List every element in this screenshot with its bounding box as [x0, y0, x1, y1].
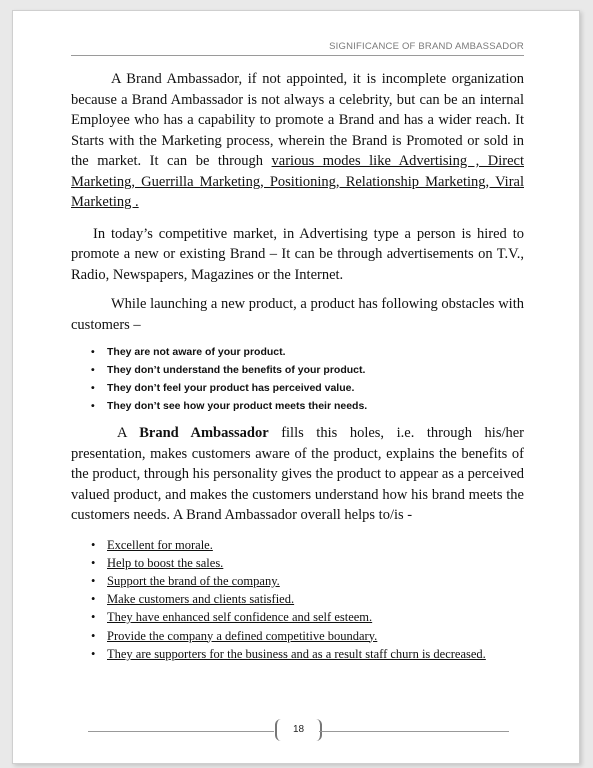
paragraph-obstacles-intro: While launching a new product, a product has following obstacles with customers –	[71, 296, 524, 333]
footer-rule-right	[319, 731, 509, 732]
bullet-icon: •	[91, 346, 95, 358]
list-item-text: Help to boost the sales.	[107, 555, 224, 570]
list-item-text: Provide the company a defined competitive boundary.	[107, 628, 378, 643]
list-item	[91, 645, 524, 663]
list-item-text: They don’t see how your product meets their needs.	[107, 400, 368, 412]
paragraph-intro-text: A Brand Ambassador, if not appointed, it is incomplete organization because a Brand Ambassador is not always a celebrity, but can be an internal Employee who has a capability to promote a Brand and has a wider reach. It Starts with the Marketing process, wherein the Brand is Promoted or sold in the market. It can be through	[71, 71, 524, 169]
list-item-text: They are not aware of your product.	[107, 346, 286, 358]
list-item	[91, 397, 524, 415]
list-item-text: They don’t understand the benefits of your product.	[107, 364, 366, 376]
bullet-icon: •	[91, 592, 96, 607]
list-item-text: They have enhanced self confidence and self esteem.	[107, 610, 373, 625]
benefits-list	[71, 536, 524, 663]
list-item	[91, 627, 524, 645]
footer-rule-left	[88, 731, 274, 732]
paragraph-lead: A	[117, 425, 140, 441]
list-item	[91, 361, 524, 379]
bullet-icon: •	[91, 573, 96, 588]
bullet-icon: •	[91, 628, 96, 643]
header-rule	[71, 55, 524, 56]
list-item	[91, 572, 524, 590]
list-item-text: Support the brand of the company.	[107, 573, 280, 588]
list-item	[91, 536, 524, 554]
bullet-icon: •	[91, 610, 96, 625]
page-number: 18	[275, 719, 322, 741]
list-item	[91, 608, 524, 626]
paragraph-competitive-market: In today’s competitive market, in Advertising type a person is hired to promote a new or existing Brand – It can be through advertisements on T.V., Radio, Newspapers, Magazines or the Internet.	[71, 225, 524, 283]
brand-ambassador-term: Brand Ambassador	[139, 425, 269, 441]
paragraph-intro	[71, 69, 524, 213]
document-page	[12, 10, 580, 764]
running-header: SIGNIFICANCE OF BRAND AMBASSADOR	[329, 41, 524, 52]
list-item-text: Excellent for morale.	[107, 537, 213, 552]
list-item-text: They don’t feel your product has perceived value.	[107, 382, 355, 394]
page-footer	[13, 719, 579, 743]
list-item-text: They are supporters for the business and as a result staff churn is decreased.	[107, 646, 486, 661]
bullet-icon: •	[91, 400, 95, 412]
bullet-icon: •	[91, 555, 96, 570]
bullet-icon: •	[91, 646, 96, 661]
list-item	[91, 590, 524, 608]
bullet-icon: •	[91, 382, 95, 394]
list-item-text: Make customers and clients satisfied.	[107, 592, 295, 607]
marketing-modes-text: various modes like Advertising , Direct Marketing, Guerrilla Marketing, Positioning, Relationship Marketing, Viral Marketing .	[71, 153, 524, 210]
obstacles-list	[71, 343, 524, 415]
paragraph-rest: fills this holes, i.e. through his/her presentation, makes customers aware of the product, explains the benefits of the product, through his personality gives the product to appear as a perceived valued product, and makes the customers understand how his brand meets the customers needs. A Brand Ambassador overall helps to/is -	[71, 425, 525, 523]
document-body	[71, 69, 524, 663]
bullet-icon: •	[91, 364, 95, 376]
list-item	[91, 379, 524, 397]
list-item	[91, 554, 524, 572]
list-item	[91, 343, 524, 361]
paragraph-brand-ambassador-role	[71, 423, 524, 526]
bullet-icon: •	[91, 537, 96, 552]
